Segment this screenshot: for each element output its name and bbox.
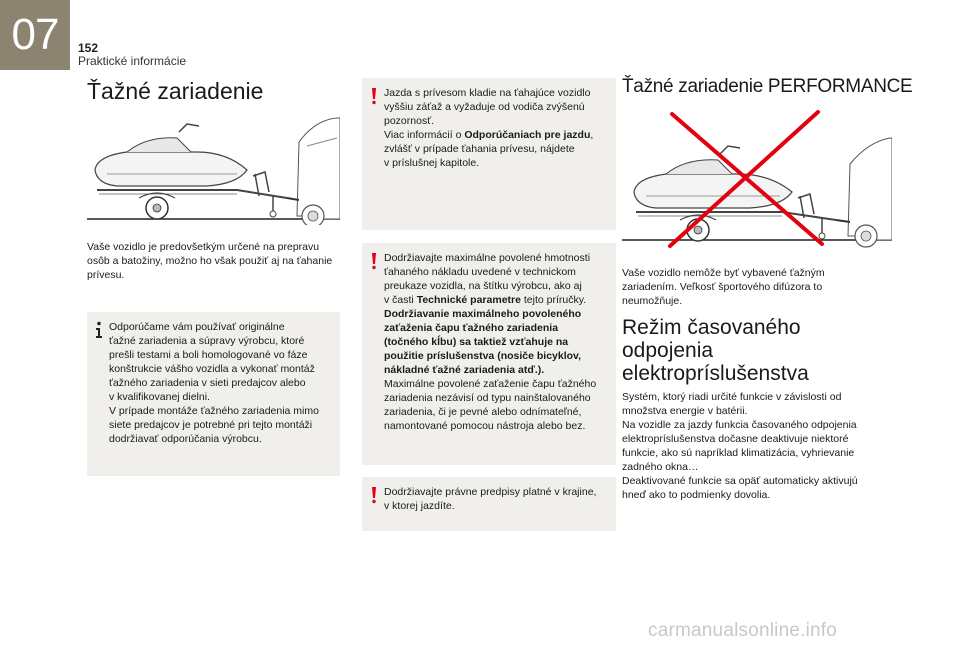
timer-heading: Režim časovaného odpojenia elektropríslušenstva bbox=[622, 316, 809, 385]
exclamation-icon bbox=[368, 87, 380, 105]
warning-weights-text: Dodržiavajte maximálne povolené hmotnosti ťahaného nákladu uvedené v technickom preukaze vozidla, na štítku výrobcu, ako aj v časti Technické parametre tejto príručky. Dodržiavanie maximálneho povoleného zaťaženia čapu ťažného zariadenia (točného kĺbu) sa taktiež vzťahuje na použitie príslušenstva (nosiče bicyklov, nákladné ťažné zariadenia atď.). Maximálne povolené zaťaženie čapu ťažného zariadenia nezávisí od typu nainštalovaného zariadenia, či je pevné alebo odnímateľné, namontované pomocou nástroja alebo bez. bbox=[384, 252, 597, 432]
warning-box-legal bbox=[362, 477, 616, 531]
warning-box-weights bbox=[362, 243, 616, 465]
info-box bbox=[87, 312, 340, 476]
trailer-forbidden-illustration bbox=[622, 108, 892, 248]
warning-box-load bbox=[362, 78, 616, 230]
watermark: carmanualsonline.info bbox=[648, 620, 838, 641]
performance-text: Vaše vozidlo nemôže byť vybavené ťažným zariadením. Veľkosť športového difúzora to neumožňuje. bbox=[622, 267, 825, 307]
towbar-heading: Ťažné zariadenie bbox=[87, 78, 264, 104]
chapter-tab: 07 bbox=[0, 0, 70, 70]
exclamation-icon bbox=[368, 486, 380, 504]
warning-legal-text: Dodržiavajte právne predpisy platné v krajine, v ktorej jazdíte. bbox=[384, 486, 597, 512]
exclamation-icon bbox=[368, 252, 380, 270]
timer-text: Systém, ktorý riadi určité funkcie v závislosti od množstva energie v batérii. Na vozidle za jazdy funkcia časovaného odpojenia elektropríslušenstva dočasne deaktivuje niektoré funkcie, ako sú napríklad klimatizácia, vyhrievanie zadného okna… Deaktivované funkcie sa opäť automaticky aktivujú hneď ako to podmienky dovolia. bbox=[622, 391, 858, 501]
towbar-intro: Vaše vozidlo je predovšetkým určené na prepravu osôb a batožiny, možno ho však použiť aj na ťahanie prívesu. bbox=[87, 241, 333, 281]
info-box-text: Odporúčame vám používať originálne ťažné zariadenia a súpravy výrobcu, ktoré prešli testami a boli homologované vo fáze konštrukcie vášho vozidla a vykonať montáž ťažného zariadenia v sieti predajcov alebo v kvalifikovanej dielni. V prípade montáže ťažného zariadenia mimo siete predajcov je potrebné pri tejto montáži dodržiavať odporúčania výrobcu. bbox=[109, 321, 319, 445]
page-number: 152 bbox=[78, 41, 99, 55]
section-name: Praktické informácie bbox=[78, 54, 187, 68]
warning-load-text: Jazda s prívesom kladie na ťahajúce vozidlo vyššiu záťaž a vyžaduje od vodiča zvýšenú pozornosť. Viac informácií o Odporúčaniach pre jazdu, zvlášť v prípade ťahania prívesu, nájdete v príslušnej kapitole. bbox=[384, 87, 594, 169]
info-icon bbox=[93, 321, 105, 339]
trailer-illustration bbox=[87, 112, 340, 225]
performance-heading: Ťažné zariadenie PERFORMANCE bbox=[622, 76, 913, 97]
